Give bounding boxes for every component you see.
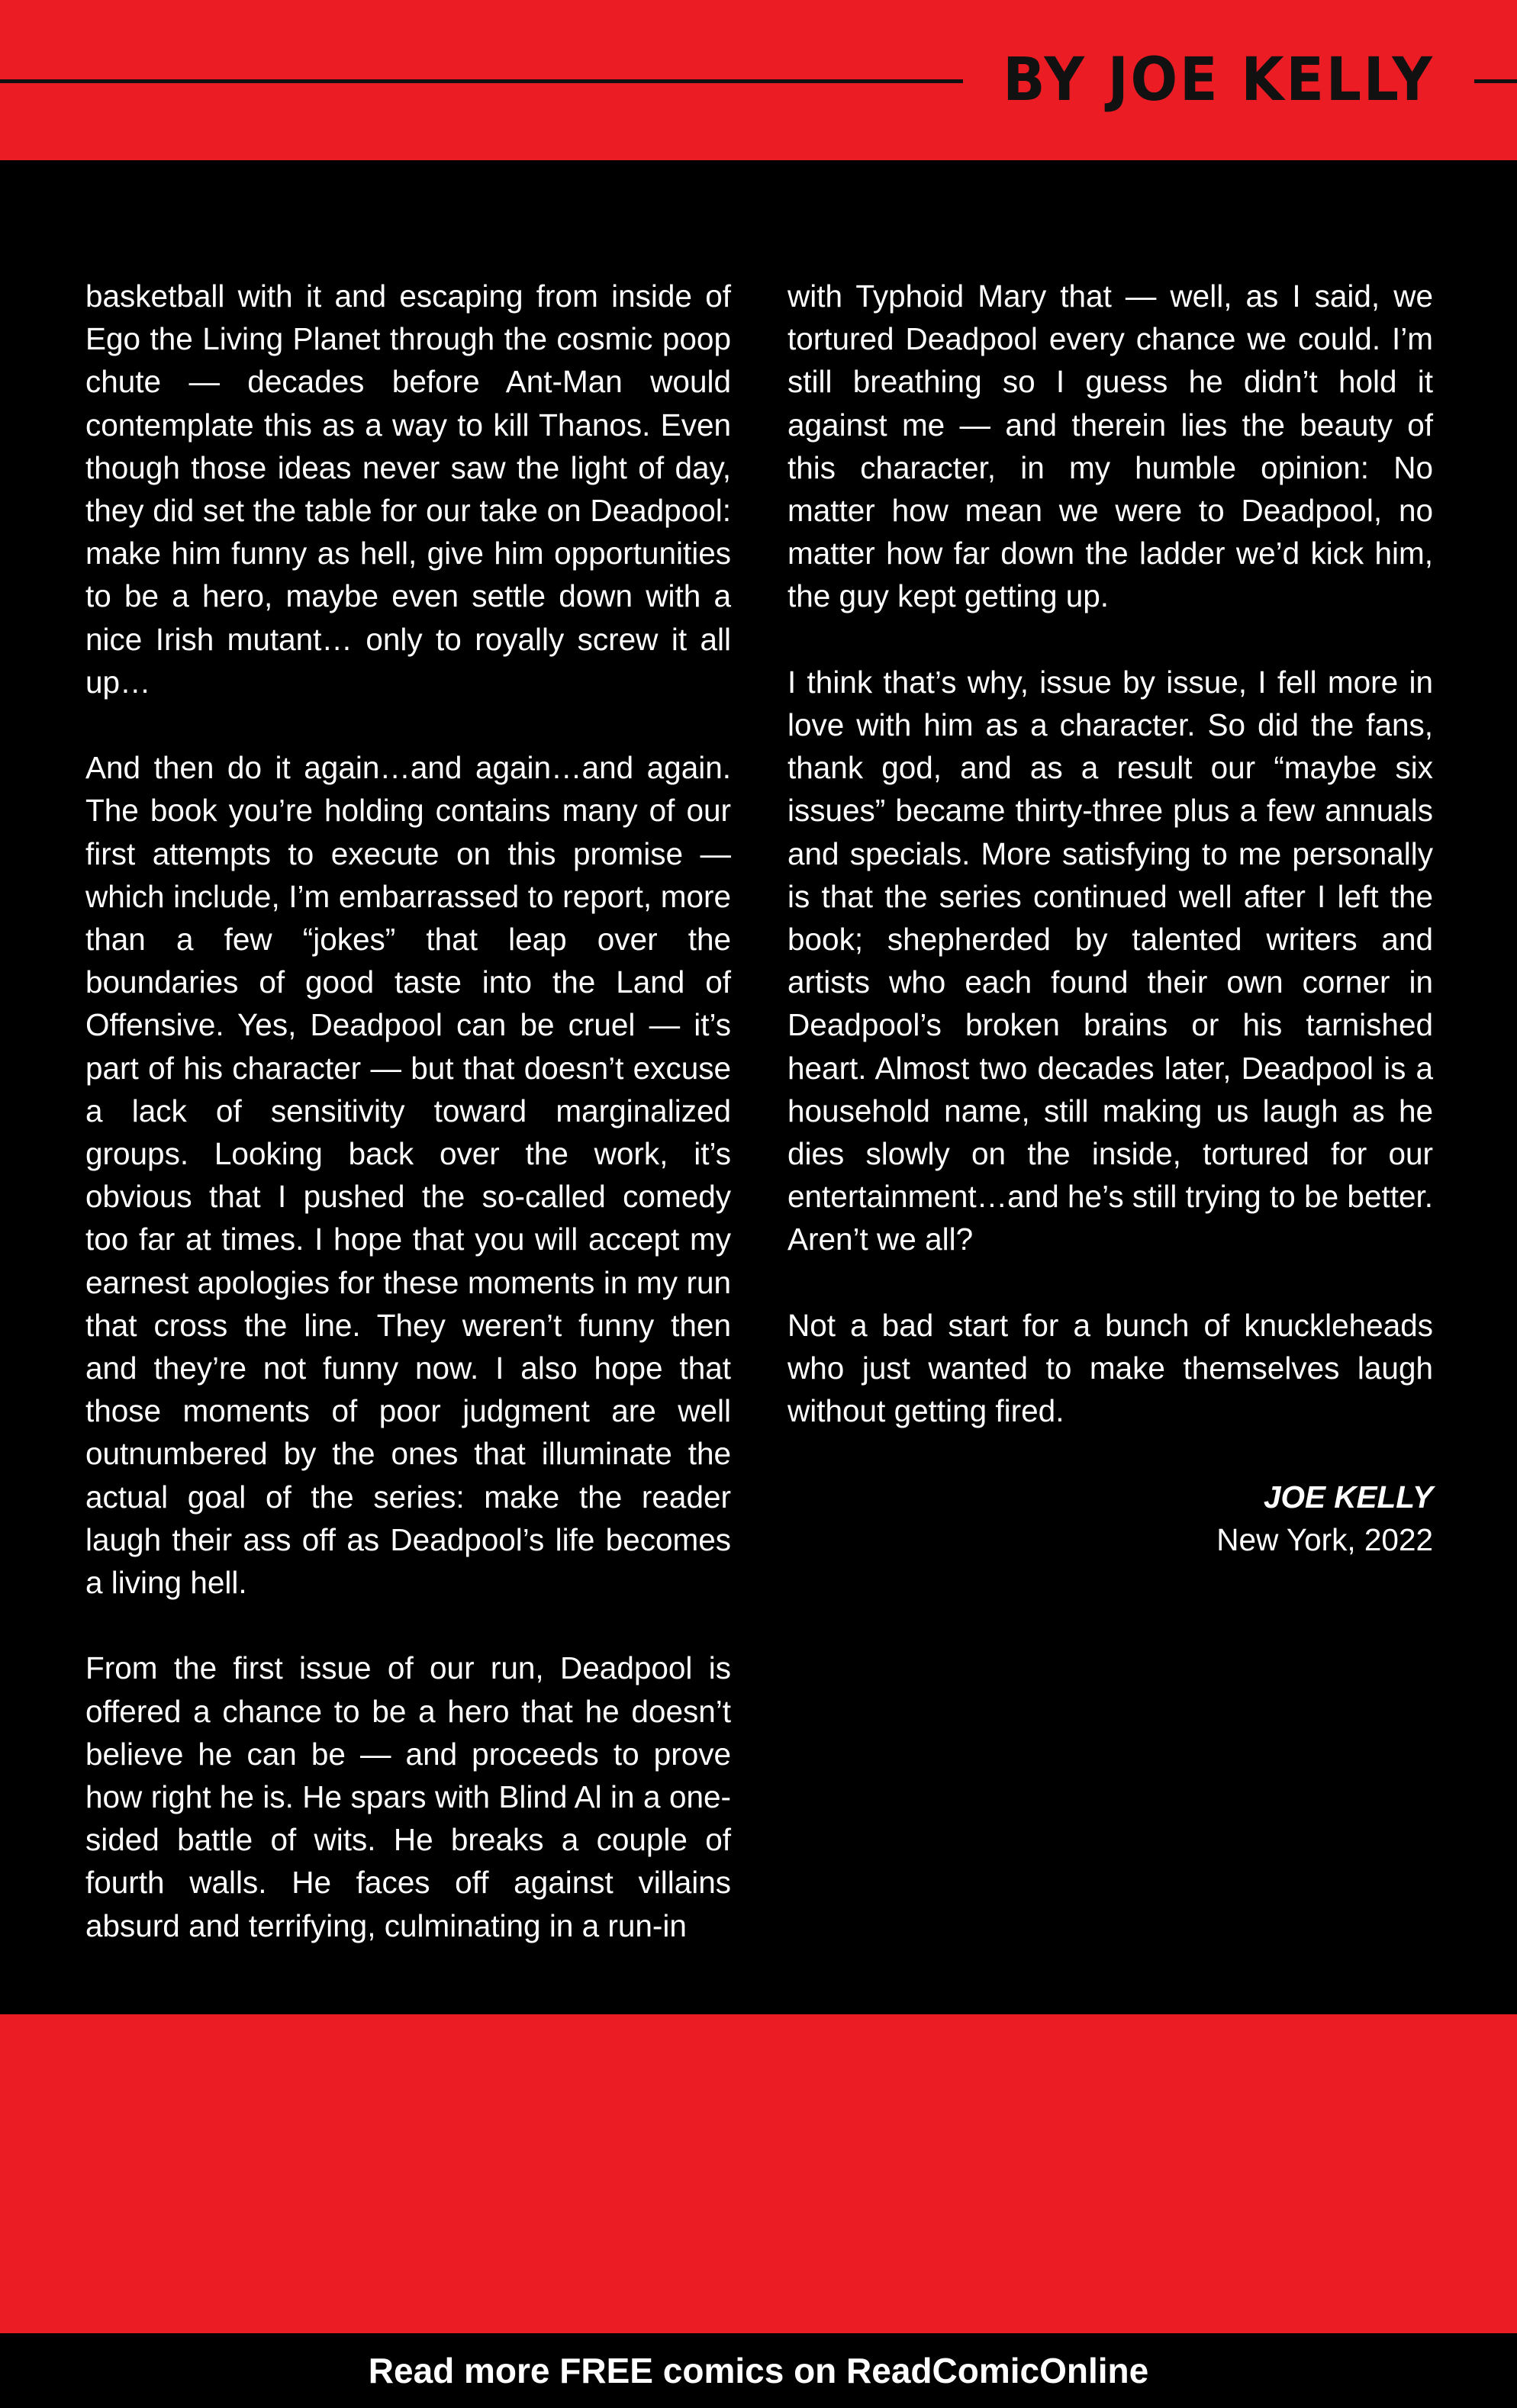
signature-block: [787, 1476, 1433, 1561]
header-rule-left: [0, 79, 963, 83]
header-rule-right: [1474, 79, 1517, 83]
paragraph: And then do it again…and again…and again. The book you’re holding contains many of our first attempts to execute on this promise — which include, I’m embarrassed to report, more than a few “jokes” that leap over the boundaries of good taste into the Land of Offensive. Yes, Deadpool can be cruel — it’s part of his character — but that doesn’t excuse a lack of sensitivity toward marginalized groups. Looking back over the work, it’s obvious that I pushed the so-called comedy too far at times. I hope that you will accept my earnest apologies for these moments in my run that cross the line. They weren’t funny then and they’re not funny now. I also hope that those moments of poor judgment are well outnumbered by the ones that illuminate the actual goal of the series: make the reader laugh their ass off as Deadpool’s life becomes a living hell.: [85, 750, 731, 1601]
bottom-band: [0, 2014, 1517, 2333]
left-column: [85, 275, 731, 1990]
paragraph: with Typhoid Mary that — well, as I said, we tortured Deadpool every chance we could. I’m still breathing so I guess he didn’t hold it against me — and therein lies the beauty of this character, in my humble opinion: No matter how mean we were to Deadpool, no matter how far down the ladder we’d kick him, the guy kept getting up.: [787, 278, 1433, 614]
right-column: [787, 275, 1433, 1561]
author-signature: JOE KELLY: [1263, 1479, 1433, 1515]
place-date: New York, 2022: [1216, 1521, 1433, 1557]
paragraph: From the first issue of our run, Deadpool is offered a chance to be a hero that he doesn’t believe he can be — and proceeds to prove how right he is. He spars with Blind Al in a one-sided battle of wits. He breaks a couple of fourth walls. He faces off against villains absurd and terrifying, culminating in a run-in: [85, 1650, 731, 1943]
paragraph: basketball with it and escaping from inside of Ego the Living Planet through the cosmic poop chute — decades before Ant-Man would contemplate this as a way to kill Thanos. Even though those ideas never saw the light of day, they did set the table for our take on Deadpool: make him funny as hell, give him opportunities to be a hero, maybe even settle down with a nice Irish mutant… only to royally screw it all up…: [85, 278, 731, 700]
paragraph: Not a bad start for a bunch of knuckleheads who just wanted to make themselves laugh without getting fired.: [787, 1307, 1433, 1429]
byline-title: BY JOE KELLY: [1003, 46, 1435, 114]
paragraph: I think that’s why, issue by issue, I fell more in love with him as a character. So did the fans, thank god, and as a result our “maybe six issues” became thirty-three plus a few annuals and specials. More satisfying to me personally is that the series continued well after I left the book; shepherded by talented writers and artists who each found their own corner in Deadpool’s broken brains or his tarnished heart. Almost two decades later, Deadpool is a household name, still making us laugh as he dies slowly on the inside, tortured for our entertainment…and he’s still trying to be better. Aren’t we all?: [787, 664, 1433, 1257]
footer-banner: Read more FREE comics on ReadComicOnline: [0, 2333, 1517, 2408]
